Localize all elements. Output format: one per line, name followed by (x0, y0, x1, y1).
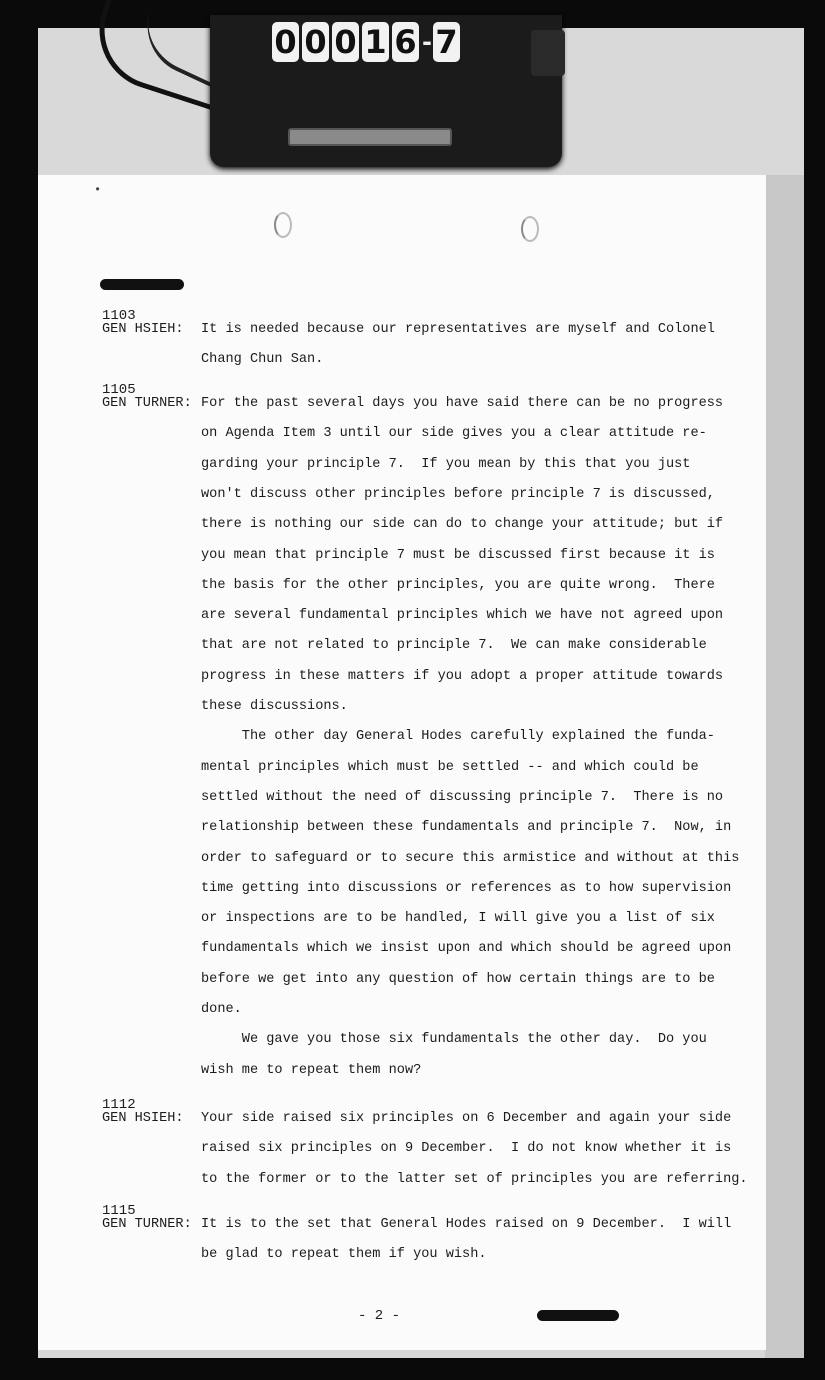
transcript-line: relationship between these fundamentals and principle 7. Now, in (201, 820, 732, 836)
entry-speaker: GEN HSIEH: (102, 322, 184, 337)
entry-speaker: GEN TURNER: (102, 1217, 192, 1232)
counter-digit: 0 (272, 22, 299, 62)
entry-speaker: GEN TURNER: (102, 396, 192, 411)
counter-digit: 0 (332, 22, 359, 62)
page-speck: • (94, 183, 102, 197)
transcript-line: the basis for the other principles, you are quite wrong. There (201, 577, 715, 593)
transcript-line: settled without the need of discussing principle 7. There is no (201, 789, 724, 805)
transcript-line: to the former or to the latter set of principles you are referring. (201, 1171, 748, 1187)
transcript-line: there is nothing our side can do to change your attitude; but if (201, 517, 724, 533)
transcript-line: Chang Chun San. (201, 352, 324, 368)
transcript-line: done. (201, 1002, 242, 1017)
transcript-line: We gave you those six fundamentals the other day. Do you (201, 1032, 707, 1048)
transcript-line: before we get into any question of how certain things are to be (201, 971, 715, 987)
backing-board-edge (765, 175, 804, 1358)
transcript-line: progress in these matters if you adopt a proper attitude towards (201, 668, 724, 684)
transcript-line: order to safeguard or to secure this armistice and without at this (201, 850, 740, 866)
transcript-line: For the past several days you have said there can be no progress (201, 396, 724, 411)
transcript-line: won't discuss other principles before principle 7 is discussed, (201, 486, 715, 502)
entry-speaker: GEN HSIEH: (102, 1111, 184, 1126)
transcript-line: that are not related to principle 7. We can make considerable (201, 638, 707, 654)
transcript-line: raised six principles on 9 December. I do not know whether it is (201, 1141, 732, 1157)
entry-timestamp: 1115 (102, 1203, 136, 1219)
counter-digit: 1 (362, 22, 389, 62)
transcript-line: It is needed because our representatives are myself and Colonel (201, 322, 715, 337)
transcript-line: on Agenda Item 3 until our side gives you a clear attitude re- (201, 426, 707, 442)
counter-slot (288, 128, 452, 146)
transcript-line: or inspections are to be handled, I will give you a list of six (201, 911, 715, 927)
transcript-line: are several fundamental principles which we have not agreed upon (201, 608, 724, 624)
transcript-line: you mean that principle 7 must be discussed first because it is (201, 547, 715, 563)
counter-separator: - (422, 28, 432, 56)
page-number: - 2 - (358, 1308, 401, 1324)
counter-digit: 0 (302, 22, 329, 62)
entry-timestamp: 1103 (102, 308, 136, 324)
transcript-line: be glad to repeat them if you wish. (201, 1247, 487, 1263)
transcript-line: time getting into discussions or references as to how supervision (201, 880, 732, 896)
counter-knob (531, 30, 565, 76)
counter-digit: 6 (392, 22, 419, 62)
counter-digit: 7 (433, 22, 460, 62)
transcript-line: The other day General Hodes carefully explained the funda- (201, 729, 715, 745)
transcript-line: Your side raised six principles on 6 December and again your side (201, 1111, 732, 1126)
entry-timestamp: 1112 (102, 1097, 136, 1113)
punch-hole (274, 212, 292, 238)
entry-timestamp: 1105 (102, 382, 136, 398)
redacted-mark-bottom (537, 1310, 619, 1321)
transcript-line: It is to the set that General Hodes raised on 9 December. I will (201, 1217, 732, 1232)
punch-hole (521, 216, 539, 242)
transcript-line: these discussions. (201, 699, 348, 714)
redacted-classification-mark (100, 279, 184, 290)
transcript-line: fundamentals which we insist upon and which should be agreed upon (201, 941, 732, 957)
transcript-line: wish me to repeat them now? (201, 1062, 422, 1078)
transcript-line: garding your principle 7. If you mean by this that you just (201, 456, 691, 472)
transcript-line: mental principles which must be settled -- and which could be (201, 759, 699, 775)
frame-counter-digits (272, 22, 460, 64)
